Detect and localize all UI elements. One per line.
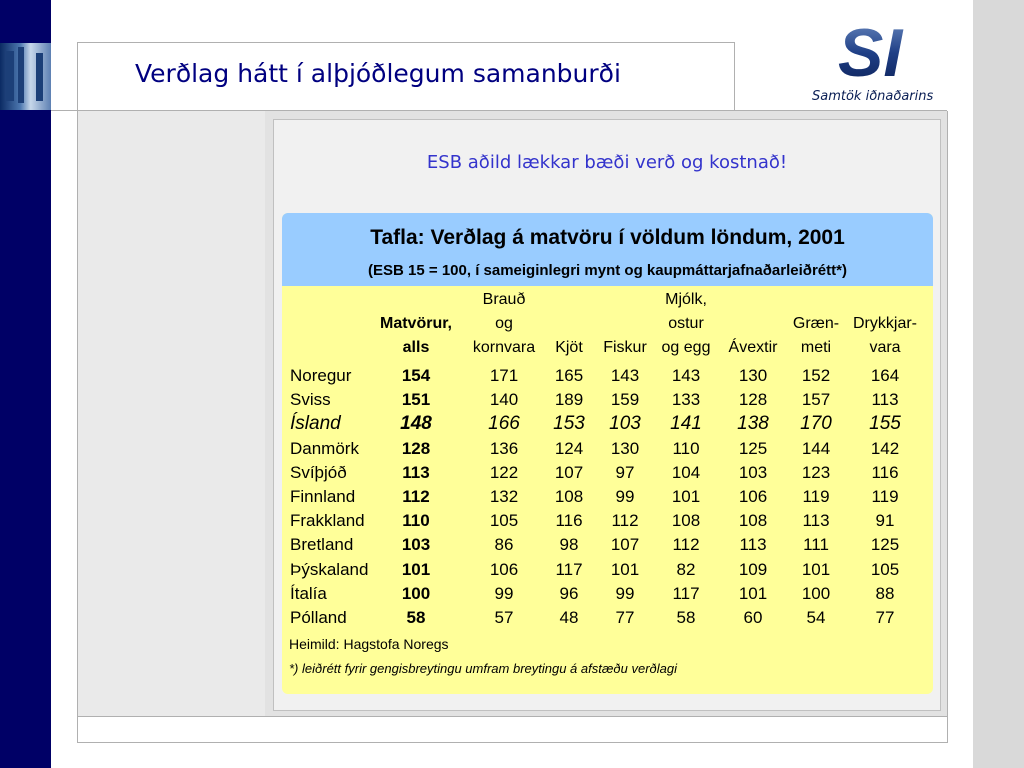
total-cell: 101 bbox=[401, 559, 431, 579]
total-cell: 113 bbox=[402, 462, 430, 482]
table-header bbox=[282, 213, 933, 286]
value-cell: 140 bbox=[489, 390, 519, 410]
value-cell: 110 bbox=[672, 438, 700, 458]
table-footnote: *) leiðrétt fyrir gengisbreytingu umfram breytingu á afstæðu verðlagi bbox=[289, 661, 678, 676]
value-cell: 189 bbox=[554, 390, 584, 410]
slide-title: Verðlag hátt í alþjóðlegum samanburði bbox=[135, 59, 621, 88]
value-cell: 103 bbox=[609, 413, 641, 435]
table-subtitle: (ESB 15 = 100, í sameiginlegri mynt og kaupmáttarjafnaðarleiðrétt*) bbox=[368, 262, 847, 279]
value-cell: 119 bbox=[871, 487, 899, 506]
value-cell: 98 bbox=[559, 535, 579, 555]
value-cell: 108 bbox=[671, 511, 701, 531]
value-cell: 144 bbox=[801, 438, 831, 458]
country-cell: Finnland bbox=[290, 487, 356, 506]
value-cell: 116 bbox=[555, 511, 583, 531]
price-table bbox=[282, 213, 933, 694]
country-cell: Sviss bbox=[290, 390, 331, 410]
column-header: Ávextir bbox=[728, 339, 778, 356]
table-title: Tafla: Verðlag á matvöru í völdum löndum, 2001 bbox=[370, 226, 845, 249]
value-cell: 116 bbox=[871, 462, 899, 482]
country-cell: Pólland bbox=[290, 608, 347, 627]
value-cell: 157 bbox=[801, 390, 831, 410]
value-cell: 133 bbox=[671, 390, 701, 410]
value-cell: 122 bbox=[489, 462, 519, 482]
right-margin-bar bbox=[973, 0, 1024, 768]
value-cell: 48 bbox=[559, 608, 579, 627]
value-cell: 106 bbox=[738, 487, 768, 506]
column-header: Mjólk, bbox=[665, 291, 707, 308]
si-logo-text: SI bbox=[838, 20, 903, 86]
value-cell: 57 bbox=[494, 608, 514, 627]
value-cell: 113 bbox=[871, 390, 899, 410]
total-cell: 103 bbox=[401, 535, 431, 555]
column-header: Drykkjar- bbox=[853, 315, 917, 332]
column-header: og egg bbox=[661, 339, 711, 356]
value-cell: 105 bbox=[489, 511, 519, 531]
total-cell: 110 bbox=[402, 511, 430, 531]
building-photo bbox=[0, 43, 51, 110]
total-cell: 151 bbox=[401, 390, 431, 410]
country-cell: Þýskaland bbox=[290, 559, 369, 579]
country-cell: Danmörk bbox=[290, 438, 359, 458]
value-cell: 108 bbox=[554, 487, 584, 506]
value-cell: 125 bbox=[738, 438, 768, 458]
value-cell: 164 bbox=[870, 366, 900, 385]
value-cell: 117 bbox=[555, 559, 583, 579]
value-cell: 159 bbox=[610, 390, 640, 410]
value-cell: 99 bbox=[615, 583, 635, 603]
value-cell: 128 bbox=[738, 390, 768, 410]
value-cell: 123 bbox=[801, 462, 831, 482]
value-cell: 97 bbox=[615, 462, 635, 482]
organization-name: Samtök iðnaðarins bbox=[812, 89, 934, 104]
country-cell: Ítalía bbox=[290, 583, 327, 603]
column-header: kornvara bbox=[472, 339, 536, 356]
column-header: Kjöt bbox=[555, 339, 583, 356]
left-panel bbox=[77, 111, 266, 716]
column-header: og bbox=[495, 315, 513, 332]
total-cell: 112 bbox=[402, 487, 430, 506]
total-cell: 100 bbox=[401, 583, 431, 603]
value-cell: 82 bbox=[676, 559, 696, 579]
value-cell: 166 bbox=[488, 413, 520, 435]
value-cell: 54 bbox=[806, 608, 826, 627]
column-header: Fiskur bbox=[603, 339, 647, 356]
value-cell: 99 bbox=[615, 487, 635, 506]
value-cell: 101 bbox=[671, 487, 701, 506]
value-cell: 113 bbox=[802, 511, 830, 531]
value-cell: 107 bbox=[610, 535, 640, 555]
value-cell: 60 bbox=[743, 608, 763, 627]
value-cell: 112 bbox=[672, 535, 700, 555]
column-header: Brauð bbox=[482, 291, 526, 308]
value-cell: 113 bbox=[739, 535, 767, 555]
slide-subtitle: ESB aðild lækkar bæði verð og kostnað! bbox=[426, 152, 788, 173]
value-cell: 132 bbox=[489, 487, 519, 506]
column-header: Græn- bbox=[792, 315, 840, 332]
value-cell: 155 bbox=[869, 413, 901, 435]
value-cell: 130 bbox=[738, 366, 768, 385]
value-cell: 101 bbox=[610, 559, 640, 579]
value-cell: 170 bbox=[800, 413, 832, 435]
country-cell: Ísland bbox=[290, 413, 341, 435]
value-cell: 130 bbox=[610, 438, 640, 458]
value-cell: 152 bbox=[801, 366, 831, 385]
value-cell: 153 bbox=[553, 413, 585, 435]
table-source: Heimild: Hagstofa Noregs bbox=[289, 636, 449, 652]
value-cell: 143 bbox=[610, 366, 640, 385]
country-cell: Frakkland bbox=[290, 511, 365, 531]
value-cell: 96 bbox=[559, 583, 579, 603]
column-header: ostur bbox=[668, 315, 704, 332]
total-cell: 154 bbox=[401, 366, 431, 385]
value-cell: 99 bbox=[494, 583, 514, 603]
value-cell: 104 bbox=[671, 462, 701, 482]
value-cell: 143 bbox=[671, 366, 701, 385]
value-cell: 138 bbox=[737, 413, 769, 435]
value-cell: 171 bbox=[489, 366, 519, 385]
value-cell: 77 bbox=[875, 608, 895, 627]
value-cell: 119 bbox=[802, 487, 830, 506]
value-cell: 108 bbox=[738, 511, 768, 531]
value-cell: 142 bbox=[870, 438, 900, 458]
value-cell: 88 bbox=[875, 583, 895, 603]
value-cell: 125 bbox=[870, 535, 900, 555]
value-cell: 136 bbox=[489, 438, 519, 458]
column-header: Matvörur, bbox=[379, 315, 452, 332]
left-accent-bar bbox=[0, 0, 51, 768]
value-cell: 91 bbox=[875, 511, 895, 531]
value-cell: 100 bbox=[801, 583, 831, 603]
value-cell: 86 bbox=[494, 535, 514, 555]
si-logo-mark bbox=[836, 20, 916, 86]
value-cell: 77 bbox=[615, 608, 635, 627]
country-cell: Bretland bbox=[290, 535, 354, 555]
total-cell: 58 bbox=[406, 608, 426, 627]
country-cell: Svíþjóð bbox=[290, 462, 347, 482]
footer-box bbox=[77, 716, 948, 743]
value-cell: 117 bbox=[672, 583, 700, 603]
total-cell: 148 bbox=[400, 413, 432, 435]
value-cell: 109 bbox=[738, 559, 768, 579]
value-cell: 103 bbox=[738, 462, 768, 482]
value-cell: 111 bbox=[803, 535, 829, 555]
value-cell: 105 bbox=[870, 559, 900, 579]
column-header: alls bbox=[402, 339, 430, 356]
value-cell: 106 bbox=[489, 559, 519, 579]
value-cell: 101 bbox=[738, 583, 768, 603]
column-header: vara bbox=[869, 339, 901, 356]
value-cell: 112 bbox=[611, 511, 639, 531]
total-cell: 128 bbox=[401, 438, 431, 458]
value-cell: 58 bbox=[676, 608, 696, 627]
value-cell: 124 bbox=[554, 438, 584, 458]
value-cell: 101 bbox=[801, 559, 831, 579]
value-cell: 141 bbox=[670, 413, 702, 435]
column-header: meti bbox=[800, 339, 832, 356]
value-cell: 107 bbox=[554, 462, 584, 482]
value-cell: 165 bbox=[554, 366, 584, 385]
country-cell: Noregur bbox=[290, 366, 352, 385]
